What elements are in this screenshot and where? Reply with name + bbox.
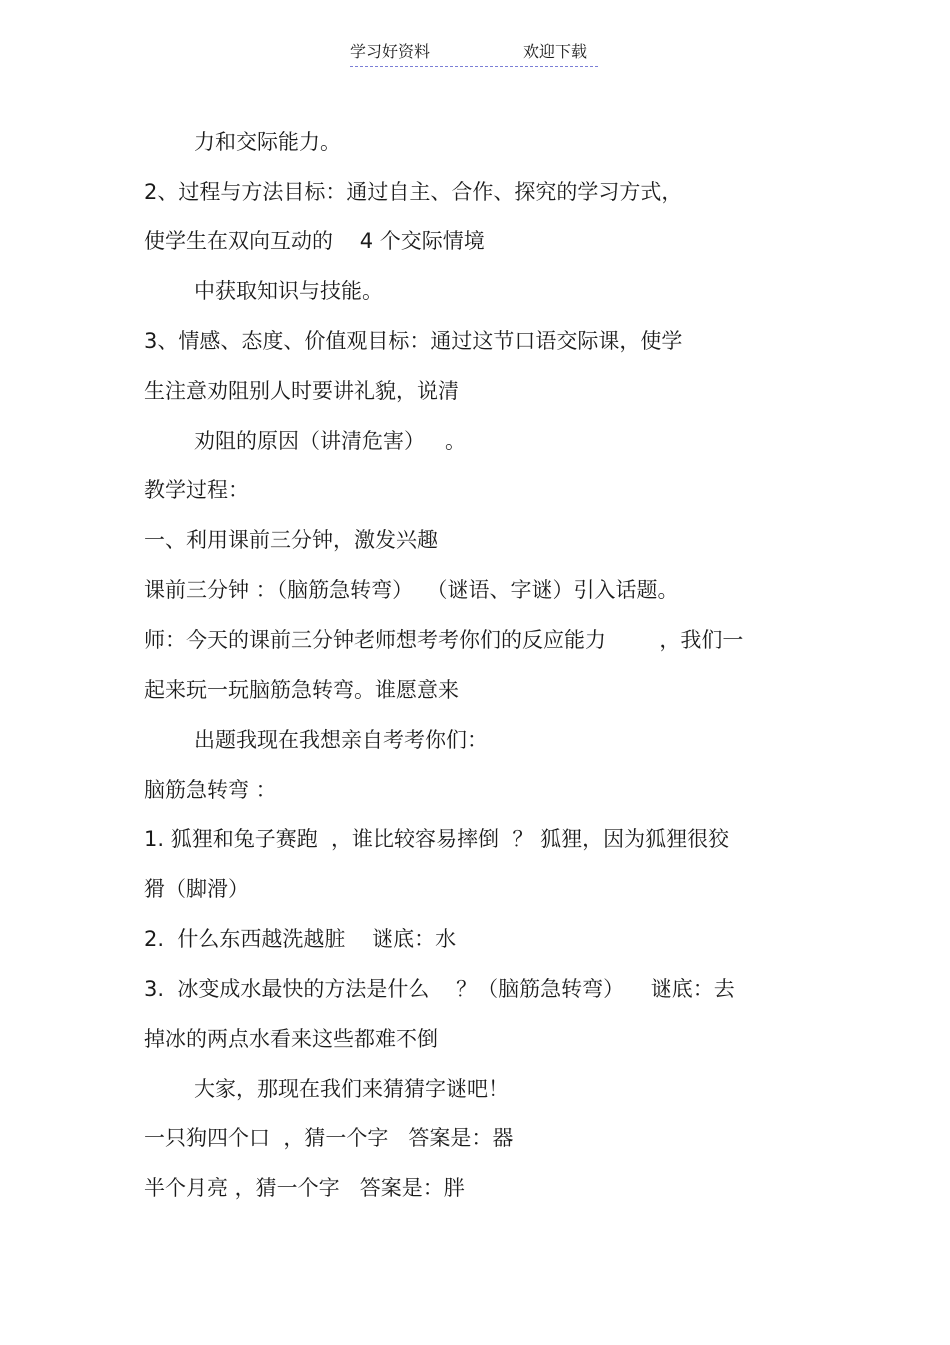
header-left-text: 学习好资料 [350, 42, 431, 61]
text-line: 3、情感、态度、价值观目标：通过这节口语交际课，使学 [144, 329, 683, 353]
text-line: 一只狗四个口 ，猜一个字 答案是：器 [144, 1126, 514, 1150]
page-header [350, 40, 598, 67]
text-line: 出题我现在我想亲自考考你们： [194, 728, 488, 752]
text-line: 课前三分钟 ：（脑筋急转弯） （谜语、字谜）引入话题。 [144, 578, 679, 602]
text-line: 力和交际能力。 [194, 130, 341, 154]
text-line: 起来玩一玩脑筋急转弯。谁愿意来 [144, 678, 459, 702]
text-line: 脑筋急转弯 ： [144, 778, 277, 802]
text-line: 3. 冰变成水最快的方法是什么 ？（脑筋急转弯） 谜底：去 [144, 977, 735, 1001]
text-line: 2. 什么东西越洗越脏 谜底：水 [144, 927, 457, 951]
text-line: 一、利用课前三分钟，激发兴趣 [144, 528, 438, 552]
text-line: 使学生在双向互动的 4 个交际情境 [144, 229, 485, 253]
text-line: 大家，那现在我们来猜猜字谜吧！ [194, 1077, 509, 1101]
text-line: 2、过程与方法目标：通过自主、合作、探究的学习方式， [144, 180, 683, 204]
header-right-text: 欢迎下载 [523, 42, 588, 61]
text-line: 1. 狐狸和兔子赛跑 ，谁比较容易摔倒 ？ 狐狸，因为狐狸很狡 [144, 827, 730, 851]
text-line: 中获取知识与技能。 [194, 279, 383, 303]
text-line: 猾（脚滑） [144, 877, 249, 901]
text-line: 教学过程： [144, 478, 249, 502]
text-line: 师：今天的课前三分钟老师想考考你们的反应能力 ，我们一 [144, 628, 744, 652]
text-line: 生注意劝阻别人时要讲礼貌，说清 [144, 379, 459, 403]
text-line: 半个月亮 ，猜一个字 答案是：胖 [144, 1176, 465, 1200]
text-line: 掉冰的两点水看来这些都难不倒 [144, 1027, 438, 1051]
text-line: 劝阻的原因（讲清危害） 。 [194, 429, 467, 453]
